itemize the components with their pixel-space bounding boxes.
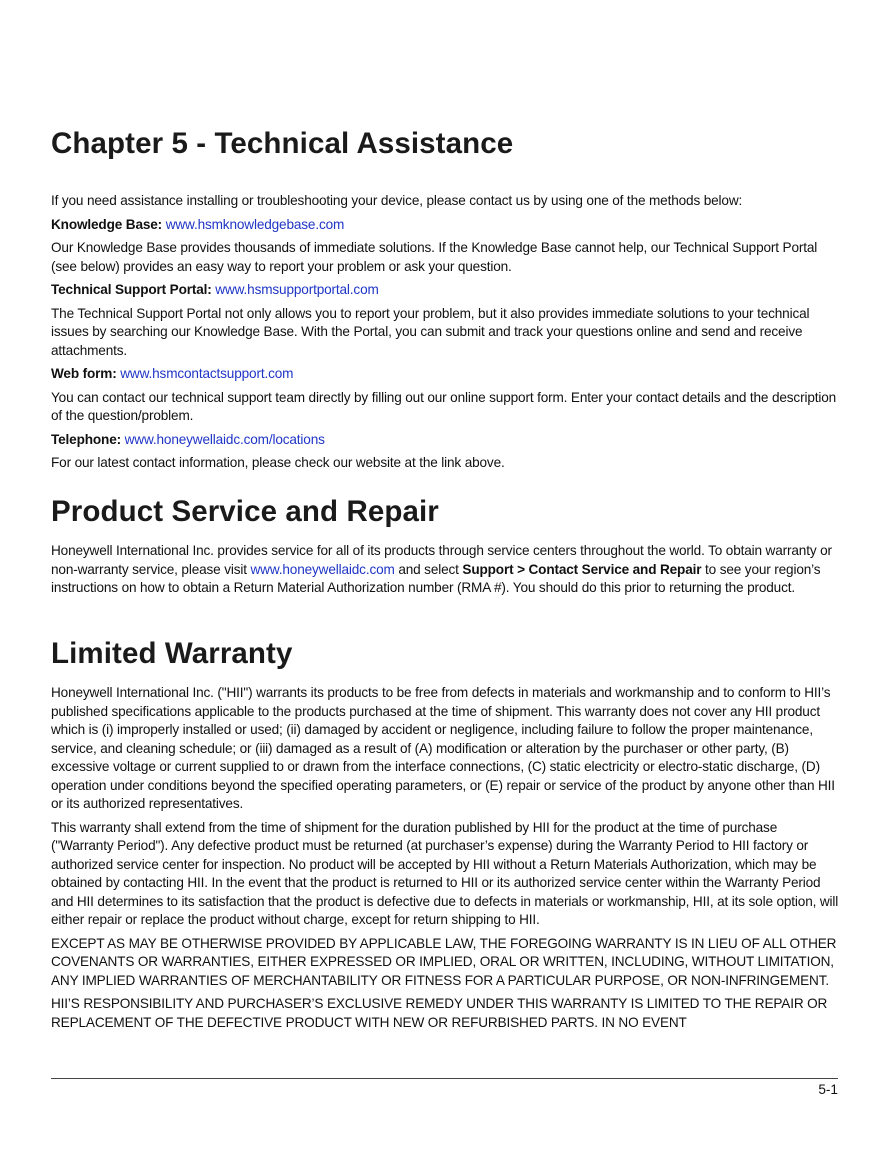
warranty-section — [51, 634, 841, 1037]
webform-label: Web form: — [51, 366, 117, 381]
warranty-paragraph-4: HII’S RESPONSIBILITY AND PURCHASER’S EXCLUSIVE REMEDY UNDER THIS WARRANTY IS LIMITED TO THE REPAIR OR REPLACEMENT OF THE DEFECTIVE PRODUCT WITH NEW OR REFURBISHED PARTS. IN NO EVENT — [51, 996, 828, 1030]
footer-rule — [51, 1078, 838, 1079]
service-text-3: to see your region’s instructions on how to obtain a Return Material Authorization number (RMA #). You should do this prior to returning the product. — [51, 561, 821, 595]
warranty-paragraph-1: Honeywell International Inc. ("HII") warrants its products to be free from defects in materials and workmanship and to conform to HII’s published specifications applicable to the products purchased at the time of shipment. This warranty does not cover any HII product which is (i) improperly installed or used; (ii) damaged by accident or negligence, including failure to follow the proper maintenance, service, and cleaning schedule; or (iii) damaged as a result of (A) modification or alteration by the purchaser or other party, (B) excessive voltage or current supplied to or drawn from the interface connections, (C) static electricity or electro-static discharge, (D) operation under conditions beyond the specified operating parameters, or (E) repair or service of the product by anyone other than HII or its authorized representatives. — [51, 685, 835, 811]
page-number: 5-1 — [818, 1082, 838, 1097]
warranty-paragraph-2: This warranty shall extend from the time of shipment for the duration published by HII for the product at the time of purchase ("Warranty Period"). Any defective product must be returned (at purchaser’s expense) during the Warranty Period to HII factory or authorized service center for inspection. No product will be accepted by HII without a Return Materials Authorization, which may be obtained by contacting HII. In the event that the product is returned to HII or its authorized service center within the Warranty Period and HII determines to its satisfaction that the product is defective due to defects in materials or workmanship, HII, at its sole option, will either repair or replace the product without charge, except for return shipping to HII. — [51, 819, 839, 927]
chapter-title: Chapter 5 - Technical Assistance — [51, 127, 514, 160]
document-page — [51, 0, 841, 1155]
portal-label: Technical Support Portal: — [51, 282, 212, 297]
warranty-paragraph-3: EXCEPT AS MAY BE OTHERWISE PROVIDED BY APPLICABLE LAW, THE FOREGOING WARRANTY IS IN LIEU OF ALL OTHER COVENANTS OR WARRANTIES, EITHER EXPRESSED OR IMPLIED, ORAL OR WRITTEN, INCLUDING, WITHOUT LIMITATION, ANY IMPLIED WARRANTIES OF MERCHANTABILITY OR FITNESS FOR A PARTICULAR PURPOSE, OR NON-INFRINGEMENT. — [51, 935, 837, 988]
portal-link[interactable]: www.hsmsupportportal.com — [215, 282, 379, 297]
webform-description: You can contact our technical support team directly by filling out our online support form. Enter your contact details and the description of the question/problem. — [51, 389, 837, 423]
service-heading: Product Service and Repair — [51, 495, 439, 528]
service-paragraph — [51, 542, 841, 598]
telephone-link[interactable]: www.honeywellaidc.com/locations — [124, 431, 325, 447]
telephone-description: For our latest contact information, please check our website at the link above. — [51, 455, 505, 470]
service-menu-path: Support > Contact Service and Repair — [462, 561, 702, 577]
assistance-intro: If you need assistance installing or troubleshooting your device, please contact us by using one of the methods below: — [51, 193, 743, 208]
service-link[interactable]: www.honeywellaidc.com — [250, 561, 395, 577]
webform-line — [51, 365, 841, 384]
kb-line — [51, 216, 841, 235]
kb-link[interactable]: www.hsmknowledgebase.com — [165, 216, 345, 232]
kb-description: Our Knowledge Base provides thousands of immediate solutions. If the Knowledge Base cannot help, our Technical Support Portal (see below) provides an easy way to report your problem or ask your question. — [51, 240, 818, 274]
telephone-label: Telephone: — [51, 431, 121, 447]
portal-line — [51, 281, 841, 300]
service-section — [51, 492, 841, 603]
telephone-line — [51, 431, 841, 450]
kb-label: Knowledge Base: — [51, 216, 163, 232]
service-text-2: and select — [394, 561, 463, 577]
service-text-1: Honeywell International Inc. provides service for all of its products through service centers throughout the world. To obtain warranty or non-warranty service, please visit — [51, 543, 832, 577]
portal-description: The Technical Support Portal not only allows you to report your problem, but it also provides immediate solutions to your technical issues by searching our Knowledge Base. With the Portal, you can submit and track your questions online and send and receive attachments. — [51, 305, 810, 358]
warranty-heading: Limited Warranty — [51, 637, 293, 670]
webform-link[interactable]: www.hsmcontactsupport.com — [120, 366, 294, 381]
technical-assistance-section — [51, 192, 841, 478]
